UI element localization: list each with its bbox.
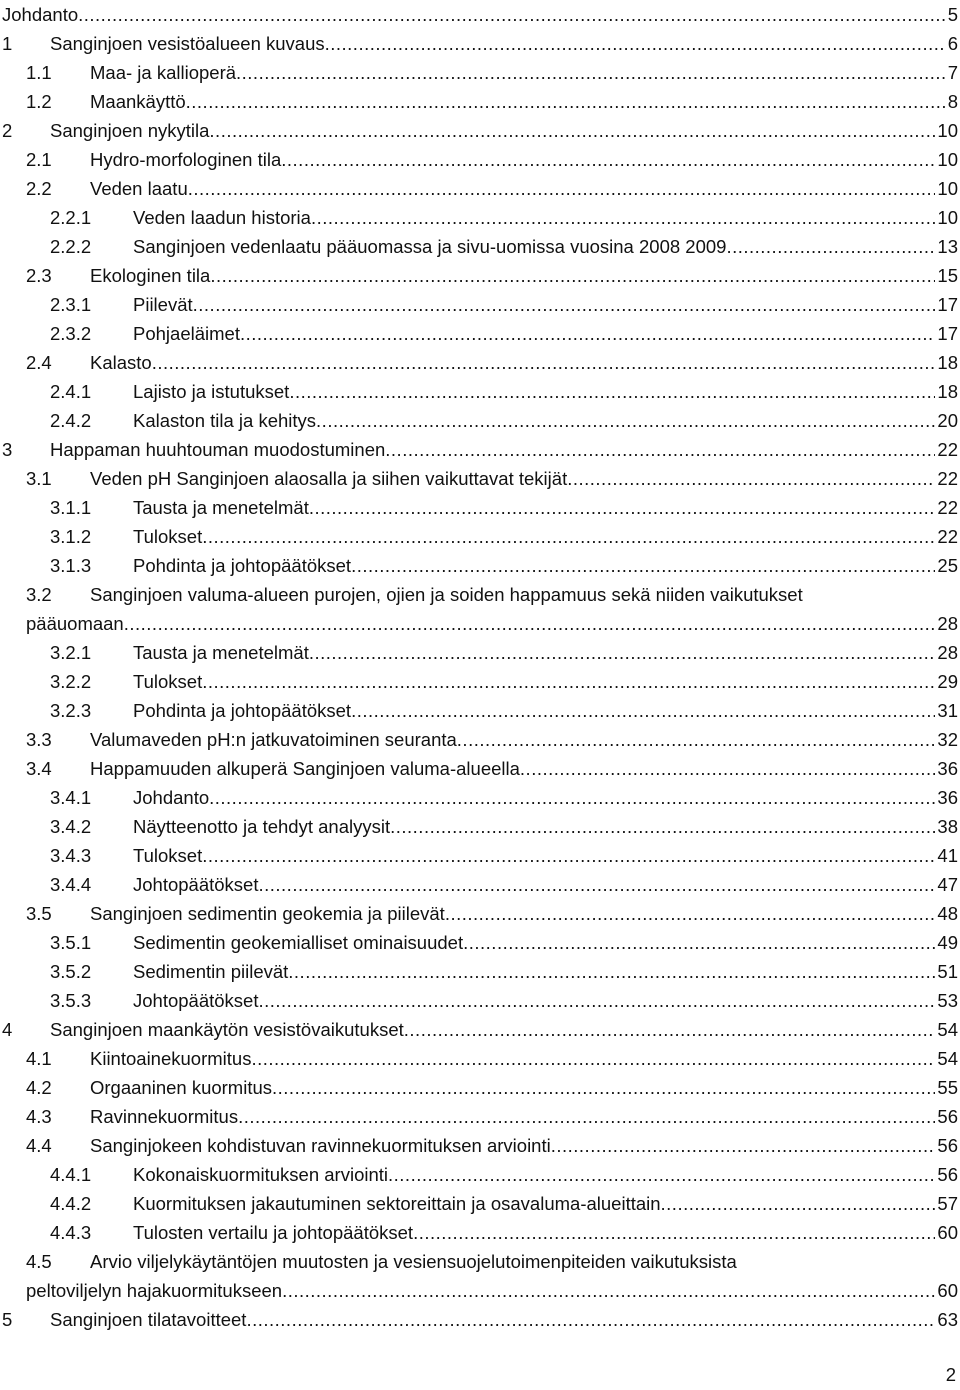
toc-leader-dots bbox=[390, 812, 935, 841]
toc-title-row bbox=[50, 29, 958, 58]
toc-title: Johtopäätökset bbox=[133, 874, 259, 895]
toc-entry bbox=[0, 783, 958, 812]
toc-title: Kalasto bbox=[90, 352, 152, 373]
toc-page-number: 10 bbox=[937, 149, 958, 170]
toc-title-row bbox=[133, 232, 958, 261]
toc-title-row bbox=[2, 0, 958, 29]
toc-number: 2.4.1 bbox=[50, 381, 92, 402]
toc-page-number: 55 bbox=[937, 1077, 958, 1098]
toc-leader-dots bbox=[551, 1131, 936, 1160]
toc-leader-dots bbox=[236, 58, 946, 87]
toc-number: 4.1 bbox=[26, 1048, 52, 1069]
toc-number: 3 bbox=[2, 439, 13, 460]
toc-title-row bbox=[133, 377, 958, 406]
toc-page-number: 51 bbox=[937, 961, 958, 982]
toc-page-number: 22 bbox=[937, 497, 958, 518]
toc-entry bbox=[0, 1102, 958, 1131]
page-number: 2 bbox=[945, 1364, 956, 1385]
toc-page-number: 49 bbox=[937, 932, 958, 953]
toc-number: 2.2.1 bbox=[50, 207, 92, 228]
toc-title-continuation: pääuomaan bbox=[26, 613, 124, 634]
toc-page-number: 20 bbox=[937, 410, 958, 431]
toc-leader-dots bbox=[240, 319, 935, 348]
toc-entry bbox=[0, 464, 958, 493]
toc-number: 2.3.2 bbox=[50, 323, 92, 344]
toc-entry bbox=[0, 0, 958, 29]
toc-title: Sedimentin piilevät bbox=[133, 961, 289, 982]
toc-title: Hydro-morfologinen tila bbox=[90, 149, 282, 170]
toc-entry bbox=[0, 1247, 958, 1276]
toc-number: 3.1.2 bbox=[50, 526, 92, 547]
toc-number: 3.2.3 bbox=[50, 700, 92, 721]
toc-title-row bbox=[133, 406, 958, 435]
toc-page-number: 25 bbox=[937, 555, 958, 576]
toc-leader-dots bbox=[316, 406, 935, 435]
toc-leader-dots bbox=[520, 754, 936, 783]
toc-title-row bbox=[133, 696, 958, 725]
toc-entry bbox=[0, 725, 958, 754]
toc-number: 3.1.1 bbox=[50, 497, 92, 518]
toc-title: Näytteenotto ja tehdyt analyysit bbox=[133, 816, 391, 837]
toc-title-continuation: peltoviljelyn hajakuormitukseen bbox=[26, 1280, 283, 1301]
toc-page-number: 22 bbox=[937, 468, 958, 489]
toc-entry bbox=[0, 986, 958, 1015]
toc-page-number: 38 bbox=[937, 816, 958, 837]
toc-page-number: 54 bbox=[937, 1019, 958, 1040]
toc-leader-dots bbox=[351, 551, 935, 580]
toc-entry bbox=[0, 29, 958, 58]
toc-title: Happaman huuhtouman muodostuminen bbox=[50, 439, 386, 460]
toc-title-row bbox=[133, 1189, 958, 1218]
toc-title: Tulokset bbox=[133, 526, 203, 547]
toc-page-number: 10 bbox=[937, 178, 958, 199]
toc-page-number: 32 bbox=[937, 729, 958, 750]
toc-entry bbox=[0, 638, 958, 667]
toc-title: Sanginjokeen kohdistuvan ravinnekuormituksen arviointi bbox=[90, 1135, 551, 1156]
toc-leader-dots bbox=[457, 725, 936, 754]
toc-title-row bbox=[90, 899, 958, 928]
toc-title-row bbox=[133, 319, 958, 348]
toc-title-row bbox=[90, 1044, 958, 1073]
toc-entry bbox=[0, 812, 958, 841]
toc-entry bbox=[0, 145, 958, 174]
toc-page-number: 6 bbox=[947, 33, 958, 54]
toc-title-row bbox=[26, 609, 958, 638]
toc-leader-dots bbox=[78, 0, 946, 29]
toc-entry bbox=[0, 406, 958, 435]
toc-title-row bbox=[90, 725, 958, 754]
toc-title-row bbox=[90, 464, 958, 493]
toc-leader-dots bbox=[463, 928, 935, 957]
toc-leader-dots bbox=[258, 986, 935, 1015]
toc-leader-dots bbox=[251, 1044, 935, 1073]
toc-title: Pohdinta ja johtopäätökset bbox=[133, 700, 352, 721]
toc-page-number: 8 bbox=[947, 91, 958, 112]
toc-page-number: 41 bbox=[937, 845, 958, 866]
toc-entry bbox=[0, 551, 958, 580]
toc-entry bbox=[0, 319, 958, 348]
toc-title: Johdanto bbox=[2, 4, 79, 25]
toc-title-row bbox=[50, 435, 958, 464]
toc-title: Kiintoainekuormitus bbox=[90, 1048, 252, 1069]
toc-leader-dots bbox=[289, 377, 935, 406]
toc-title: Tulosten vertailu ja johtopäätökset bbox=[133, 1222, 414, 1243]
toc-number: 4.4 bbox=[26, 1135, 52, 1156]
toc-leader-dots bbox=[202, 667, 935, 696]
toc-title: Pohdinta ja johtopäätökset bbox=[133, 555, 352, 576]
toc-title: Ravinnekuormitus bbox=[90, 1106, 239, 1127]
toc-title-row bbox=[90, 754, 958, 783]
toc-title: Maankäyttö bbox=[90, 91, 186, 112]
toc-entry bbox=[0, 1131, 958, 1160]
toc-number: 2.4 bbox=[26, 352, 52, 373]
toc-title: Sanginjoen sedimentin geokemia ja piilevät bbox=[90, 903, 445, 924]
toc-number: 3.5.2 bbox=[50, 961, 92, 982]
toc-leader-dots bbox=[258, 870, 935, 899]
toc-number: 1.2 bbox=[26, 91, 52, 112]
toc-entry bbox=[0, 377, 958, 406]
toc-leader-dots bbox=[726, 232, 935, 261]
toc-leader-dots bbox=[246, 1305, 935, 1334]
toc-number: 4.4.2 bbox=[50, 1193, 92, 1214]
toc-entry bbox=[0, 522, 958, 551]
toc-leader-dots bbox=[445, 899, 936, 928]
toc-title: Tulokset bbox=[133, 845, 203, 866]
toc-title: Veden laadun historia bbox=[133, 207, 311, 228]
toc-title-row bbox=[90, 1073, 958, 1102]
toc-page-number: 18 bbox=[937, 352, 958, 373]
toc-entry bbox=[0, 928, 958, 957]
toc-title: Lajisto ja istutukset bbox=[133, 381, 290, 402]
toc-number: 2.2.2 bbox=[50, 236, 92, 257]
toc-entry bbox=[0, 348, 958, 377]
toc-page-number: 57 bbox=[937, 1193, 958, 1214]
toc-title: Sanginjoen nykytila bbox=[50, 120, 210, 141]
toc-number: 4.3 bbox=[26, 1106, 52, 1127]
toc-page-number: 22 bbox=[937, 439, 958, 460]
toc-title: Ekologinen tila bbox=[90, 265, 211, 286]
toc-title-row bbox=[133, 1160, 958, 1189]
toc-title-row bbox=[50, 1015, 958, 1044]
toc-page-number: 60 bbox=[937, 1280, 958, 1301]
toc-page-number: 28 bbox=[937, 613, 958, 634]
toc-entry bbox=[0, 1160, 958, 1189]
toc-entry bbox=[0, 957, 958, 986]
toc-leader-dots bbox=[209, 116, 935, 145]
toc-title: Pohjaeläimet bbox=[133, 323, 240, 344]
toc-entry bbox=[0, 58, 958, 87]
toc-entry bbox=[0, 116, 958, 145]
toc-title-row bbox=[133, 638, 958, 667]
toc-entry bbox=[0, 899, 958, 928]
toc-page-number: 54 bbox=[937, 1048, 958, 1069]
toc-entry bbox=[0, 87, 958, 116]
toc-entry bbox=[0, 290, 958, 319]
toc-number: 2.4.2 bbox=[50, 410, 92, 431]
toc-entry bbox=[0, 870, 958, 899]
toc-entry bbox=[0, 1044, 958, 1073]
toc-leader-dots bbox=[188, 174, 936, 203]
toc-title-row bbox=[90, 174, 958, 203]
toc-leader-dots bbox=[272, 1073, 935, 1102]
toc-title: Johdanto bbox=[133, 787, 210, 808]
toc-title: Sanginjoen maankäytön vesistövaikutukset bbox=[50, 1019, 404, 1040]
toc-entry bbox=[0, 493, 958, 522]
toc-title-row bbox=[133, 812, 958, 841]
toc-page-number: 7 bbox=[947, 62, 958, 83]
toc-leader-dots bbox=[209, 783, 935, 812]
toc-entry bbox=[0, 232, 958, 261]
toc-title-row bbox=[90, 58, 958, 87]
toc-page-number: 47 bbox=[937, 874, 958, 895]
toc-title: Tausta ja menetelmät bbox=[133, 497, 309, 518]
toc-leader-dots bbox=[281, 145, 935, 174]
toc-leader-dots bbox=[152, 348, 936, 377]
toc-title: Veden pH Sanginjoen alaosalla ja siihen vaikuttavat tekijät bbox=[90, 468, 568, 489]
toc-page-number: 53 bbox=[937, 990, 958, 1011]
toc-leader-dots bbox=[351, 696, 935, 725]
toc-page-number: 36 bbox=[937, 787, 958, 808]
toc-title-row bbox=[133, 957, 958, 986]
toc-leader-dots bbox=[309, 638, 936, 667]
toc-number: 3.4.3 bbox=[50, 845, 92, 866]
toc-number: 3.4.1 bbox=[50, 787, 92, 808]
toc-title: Arvio viljelykäytäntöjen muutosten ja vesiensuojelutoimenpiteiden vaikutuksista bbox=[90, 1251, 737, 1272]
toc-page-number: 13 bbox=[937, 236, 958, 257]
toc-leader-dots bbox=[186, 87, 946, 116]
toc-title: Valumaveden pH:n jatkuvatoiminen seuranta bbox=[90, 729, 457, 750]
toc-title-row bbox=[50, 1305, 958, 1334]
toc-leader-dots bbox=[567, 464, 935, 493]
toc-number: 3.4.4 bbox=[50, 874, 92, 895]
toc-number: 2.3 bbox=[26, 265, 52, 286]
toc-leader-dots bbox=[309, 493, 936, 522]
toc-title-row bbox=[133, 551, 958, 580]
toc-number: 4.5 bbox=[26, 1251, 52, 1272]
toc-leader-dots bbox=[210, 261, 935, 290]
toc-number: 3.2.1 bbox=[50, 642, 92, 663]
toc-title-row bbox=[133, 667, 958, 696]
toc-title: Maa- ja kallioperä bbox=[90, 62, 237, 83]
toc-entry bbox=[0, 1015, 958, 1044]
toc-title: Piilevät bbox=[133, 294, 193, 315]
toc-title: Johtopäätökset bbox=[133, 990, 259, 1011]
toc-title-row bbox=[133, 203, 958, 232]
toc-number: 2.2 bbox=[26, 178, 52, 199]
toc-title-row bbox=[90, 1131, 958, 1160]
toc-title-row bbox=[133, 986, 958, 1015]
toc-page-number: 10 bbox=[937, 207, 958, 228]
toc-leader-dots bbox=[413, 1218, 935, 1247]
toc-number: 3.1.3 bbox=[50, 555, 92, 576]
toc-page-number: 18 bbox=[937, 381, 958, 402]
toc-leader-dots bbox=[661, 1189, 936, 1218]
toc-title-row bbox=[133, 928, 958, 957]
toc-page-number: 56 bbox=[937, 1135, 958, 1156]
toc-title-row bbox=[90, 145, 958, 174]
toc-entry bbox=[0, 203, 958, 232]
toc-number: 4 bbox=[2, 1019, 13, 1040]
toc-entry bbox=[0, 667, 958, 696]
toc-title: Sanginjoen vedenlaatu pääuomassa ja sivu-uomissa vuosina 2008 2009 bbox=[133, 236, 727, 257]
toc-title-row bbox=[90, 261, 958, 290]
toc-title-row bbox=[133, 522, 958, 551]
toc-number: 3.5 bbox=[26, 903, 52, 924]
toc-title: Sanginjoen valuma-alueen purojen, ojien ja soiden happamuus sekä niiden vaikutukset bbox=[90, 584, 803, 605]
toc-number: 4.2 bbox=[26, 1077, 52, 1098]
toc-entry bbox=[0, 435, 958, 464]
toc-title: Tulokset bbox=[133, 671, 203, 692]
toc-entry bbox=[0, 580, 958, 609]
toc-entry bbox=[0, 696, 958, 725]
toc-leader-dots bbox=[124, 609, 936, 638]
toc-number: 5 bbox=[2, 1309, 13, 1330]
toc-title-row bbox=[90, 1247, 958, 1276]
toc-leader-dots bbox=[311, 203, 935, 232]
toc-title-row bbox=[133, 1218, 958, 1247]
toc-leader-dots bbox=[282, 1276, 935, 1305]
toc-title: Tausta ja menetelmät bbox=[133, 642, 309, 663]
toc-entry bbox=[0, 1218, 958, 1247]
toc-number: 1 bbox=[2, 33, 13, 54]
toc-number: 3.4.2 bbox=[50, 816, 92, 837]
toc-title-row bbox=[133, 493, 958, 522]
toc-number: 3.3 bbox=[26, 729, 52, 750]
toc-title: Kalaston tila ja kehitys bbox=[133, 410, 317, 431]
toc-page-number: 10 bbox=[937, 120, 958, 141]
toc-title: Sanginjoen vesistöalueen kuvaus bbox=[50, 33, 325, 54]
toc-page-number: 56 bbox=[937, 1106, 958, 1127]
toc-title-row bbox=[133, 783, 958, 812]
toc-entry bbox=[0, 1073, 958, 1102]
toc-title: Veden laatu bbox=[90, 178, 188, 199]
toc-number: 2 bbox=[2, 120, 13, 141]
toc-number: 3.1 bbox=[26, 468, 52, 489]
toc-entry bbox=[0, 841, 958, 870]
toc-entry-continuation bbox=[0, 1276, 958, 1305]
toc-leader-dots bbox=[202, 522, 935, 551]
toc-leader-dots bbox=[325, 29, 946, 58]
toc-title: Sanginjoen tilatavoitteet bbox=[50, 1309, 247, 1330]
toc-title: Kokonaiskuormituksen arviointi bbox=[133, 1164, 389, 1185]
toc-number: 2.1 bbox=[26, 149, 52, 170]
toc-leader-dots bbox=[385, 435, 935, 464]
toc-title-row bbox=[90, 580, 958, 609]
toc-page-number: 36 bbox=[937, 758, 958, 779]
toc-entry bbox=[0, 174, 958, 203]
toc-entry bbox=[0, 754, 958, 783]
toc-leader-dots bbox=[202, 841, 935, 870]
toc-title-row bbox=[90, 1102, 958, 1131]
toc-page-number: 63 bbox=[937, 1309, 958, 1330]
toc-page-number: 17 bbox=[937, 323, 958, 344]
toc-number: 3.2 bbox=[26, 584, 52, 605]
toc-page-number: 15 bbox=[937, 265, 958, 286]
toc-title-row bbox=[90, 348, 958, 377]
toc-entry bbox=[0, 1305, 958, 1334]
toc-title: Orgaaninen kuormitus bbox=[90, 1077, 273, 1098]
toc-number: 3.5.3 bbox=[50, 990, 92, 1011]
toc-number: 4.4.1 bbox=[50, 1164, 92, 1185]
toc-number: 2.3.1 bbox=[50, 294, 92, 315]
toc-title-row bbox=[50, 116, 958, 145]
toc-number: 3.4 bbox=[26, 758, 52, 779]
toc-title: Kuormituksen jakautuminen sektoreittain ja osavaluma-alueittain bbox=[133, 1193, 661, 1214]
toc-page-number: 60 bbox=[937, 1222, 958, 1243]
toc-leader-dots bbox=[238, 1102, 935, 1131]
toc-page-number: 22 bbox=[937, 526, 958, 547]
toc-number: 3.2.2 bbox=[50, 671, 92, 692]
toc-number: 4.4.3 bbox=[50, 1222, 92, 1243]
toc-leader-dots bbox=[404, 1015, 936, 1044]
toc-page-number: 56 bbox=[937, 1164, 958, 1185]
toc-title-row bbox=[133, 841, 958, 870]
toc-title-row bbox=[133, 290, 958, 319]
toc-page-number: 28 bbox=[937, 642, 958, 663]
toc-title: Happamuuden alkuperä Sanginjoen valuma-alueella bbox=[90, 758, 520, 779]
toc-entry bbox=[0, 261, 958, 290]
toc-title: Sedimentin geokemialliset ominaisuudet bbox=[133, 932, 464, 953]
toc-title-row bbox=[26, 1276, 958, 1305]
toc-entry bbox=[0, 1189, 958, 1218]
toc-leader-dots bbox=[193, 290, 936, 319]
toc-page-number: 48 bbox=[937, 903, 958, 924]
toc-leader-dots bbox=[388, 1160, 935, 1189]
toc-page-number: 5 bbox=[947, 4, 958, 25]
toc-title-row bbox=[90, 87, 958, 116]
toc-entry-continuation bbox=[0, 609, 958, 638]
toc-page-number: 29 bbox=[937, 671, 958, 692]
toc-number: 3.5.1 bbox=[50, 932, 92, 953]
toc-number: 1.1 bbox=[26, 62, 52, 83]
toc-title-row bbox=[133, 870, 958, 899]
toc-leader-dots bbox=[288, 957, 935, 986]
toc-page-number: 31 bbox=[937, 700, 958, 721]
toc-page-number: 17 bbox=[937, 294, 958, 315]
